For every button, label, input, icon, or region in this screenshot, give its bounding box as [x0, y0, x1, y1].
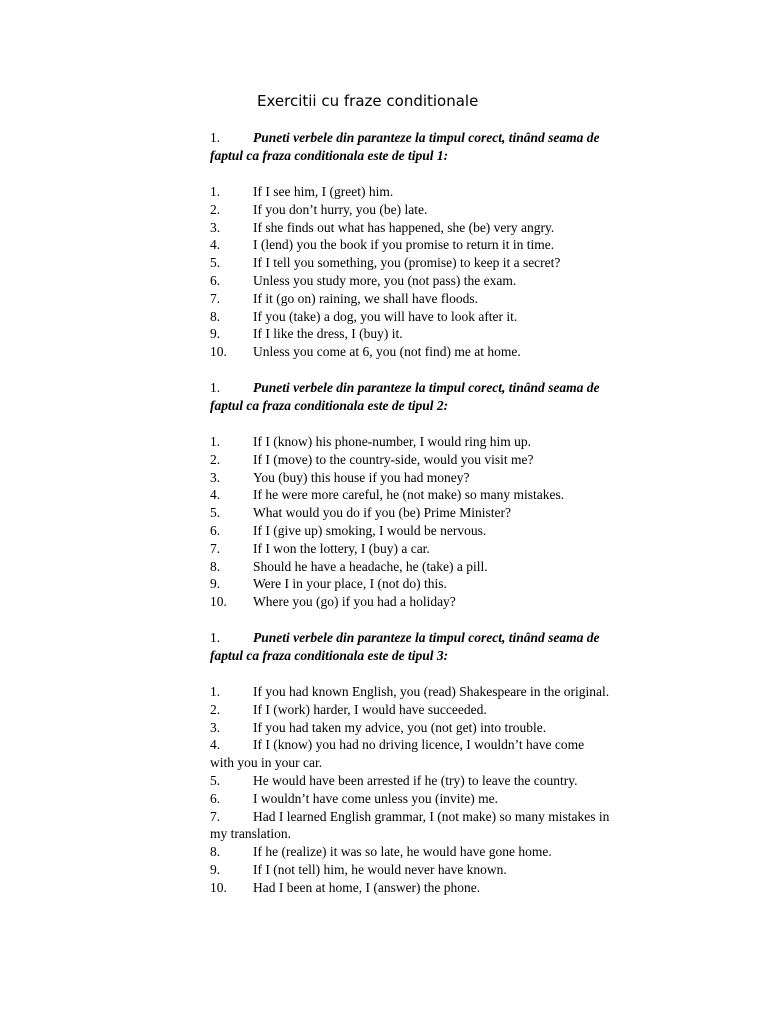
section-heading [210, 629, 610, 665]
item-number: 5. [210, 772, 221, 788]
exercise-item [210, 558, 610, 576]
exercise-item [210, 719, 610, 737]
item-number: 10. [210, 594, 227, 610]
exercise-item [210, 272, 610, 290]
section-heading [210, 379, 610, 415]
item-number: 4. [210, 487, 221, 503]
item-text: Had I learned English grammar, I (not make) so many mistakes in my translation. [210, 808, 610, 842]
item-number: 5. [210, 255, 221, 271]
exercise-item [210, 790, 610, 808]
item-number: 3. [210, 219, 221, 235]
exercise-item [210, 843, 610, 861]
exercise-item [210, 451, 610, 469]
exercise-item [210, 772, 610, 790]
exercise-item [210, 486, 610, 504]
exercise-item [210, 522, 610, 540]
item-number: 7. [210, 540, 221, 556]
item-number: 9. [210, 576, 221, 592]
item-text: If I see him, I (greet) him. [253, 184, 394, 199]
item-number: 9. [210, 326, 221, 342]
exercise-section-3 [210, 629, 610, 897]
section-instruction: Puneti verbele din paranteze la timpul corect, tinând seama de faptul ca fraza conditionala este de tipul 3: [210, 630, 600, 663]
exercise-item [210, 290, 610, 308]
item-text: Had I been at home, I (answer) the phone. [253, 879, 481, 895]
item-number: 6. [210, 522, 221, 538]
exercise-item [210, 343, 610, 361]
item-number: 8. [210, 308, 221, 324]
item-text: If she finds out what has happened, she (be) very angry. [253, 219, 555, 235]
exercise-item [210, 701, 610, 719]
exercise-list [210, 183, 610, 361]
item-number: 5. [210, 505, 221, 521]
item-number: 2. [210, 701, 221, 717]
item-text: If I (know) you had no driving licence, I wouldn’t have come with you in your car. [210, 737, 585, 771]
section-number: 1. [210, 630, 221, 645]
item-text: If I (move) to the country-side, would you visit me? [253, 451, 534, 467]
item-number: 10. [210, 344, 227, 360]
item-number: 2. [210, 201, 221, 217]
item-text: Should he have a headache, he (take) a pill. [253, 558, 488, 574]
exercise-item [210, 504, 610, 522]
item-number: 1. [210, 184, 221, 199]
item-text: I (lend) you the book if you promise to return it in time. [253, 237, 555, 253]
item-number: 8. [210, 844, 221, 860]
exercise-section-1 [210, 129, 610, 361]
item-text: Unless you study more, you (not pass) the exam. [253, 272, 517, 288]
section-instruction: Puneti verbele din paranteze la timpul corect, tinând seama de faptul ca fraza conditionala este de tipul 1: [210, 130, 600, 163]
item-text: If I like the dress, I (buy) it. [253, 326, 403, 342]
item-number: 2. [210, 451, 221, 467]
section-number: 1. [210, 380, 221, 395]
item-number: 7. [210, 290, 221, 306]
item-text: If it (go on) raining, we shall have floods. [253, 290, 478, 306]
item-number: 9. [210, 861, 221, 877]
item-text: He would have been arrested if he (try) to leave the country. [253, 772, 578, 788]
item-number: 1. [210, 684, 221, 699]
item-text: If you don’t hurry, you (be) late. [253, 201, 428, 217]
item-number: 6. [210, 790, 221, 806]
item-number: 10. [210, 879, 227, 895]
exercise-list [210, 433, 610, 611]
item-number: 8. [210, 558, 221, 574]
exercise-item [210, 683, 610, 701]
document-title: Exercitii cu fraze conditionale [257, 92, 479, 110]
item-number: 3. [210, 719, 221, 735]
item-text: Unless you come at 6, you (not find) me at home. [253, 344, 521, 360]
item-text: I wouldn’t have come unless you (invite) me. [253, 790, 498, 806]
exercise-item [210, 736, 610, 772]
exercise-item [210, 808, 610, 844]
item-text: If I (know) his phone-number, I would ring him up. [253, 434, 532, 449]
item-text: If I tell you something, you (promise) to keep it a secret? [253, 255, 561, 271]
exercise-item [210, 861, 610, 879]
item-text: If he (realize) it was so late, he would have gone home. [253, 844, 552, 860]
exercise-item [210, 879, 610, 897]
item-text: Were I in your place, I (not do) this. [253, 576, 447, 592]
item-text: If you (take) a dog, you will have to look after it. [253, 308, 518, 324]
section-instruction: Puneti verbele din paranteze la timpul corect, tinând seama de faptul ca fraza conditionala este de tipul 2: [210, 380, 600, 413]
exercise-item [210, 433, 610, 451]
item-text: If I (give up) smoking, I would be nervous. [253, 522, 487, 538]
exercise-item [210, 325, 610, 343]
item-text: If you had taken my advice, you (not get) into trouble. [253, 719, 547, 735]
item-text: If I (not tell) him, he would never have known. [253, 861, 507, 877]
exercise-item [210, 219, 610, 237]
exercise-item [210, 236, 610, 254]
exercise-item [210, 183, 610, 201]
item-text: If he were more careful, he (not make) so many mistakes. [253, 487, 565, 503]
exercise-section-2 [210, 379, 610, 611]
item-text: If you had known English, you (read) Shakespeare in the original. [253, 684, 610, 699]
item-text: What would you do if you (be) Prime Minister? [253, 505, 511, 521]
exercise-list [210, 683, 610, 897]
section-heading [210, 129, 610, 165]
item-number: 3. [210, 469, 221, 485]
section-number: 1. [210, 130, 221, 145]
exercise-item [210, 593, 610, 611]
exercise-item [210, 254, 610, 272]
exercise-item [210, 201, 610, 219]
item-text: Where you (go) if you had a holiday? [253, 594, 456, 610]
exercise-item [210, 469, 610, 487]
item-text: You (buy) this house if you had money? [253, 469, 470, 485]
item-number: 7. [210, 808, 221, 824]
item-number: 4. [210, 237, 221, 253]
item-number: 4. [210, 737, 221, 753]
exercise-item [210, 540, 610, 558]
exercise-item [210, 308, 610, 326]
item-text: If I won the lottery, I (buy) a car. [253, 540, 430, 556]
item-text: If I (work) harder, I would have succeeded. [253, 701, 487, 717]
item-number: 6. [210, 272, 221, 288]
exercise-item [210, 575, 610, 593]
item-number: 1. [210, 434, 221, 449]
